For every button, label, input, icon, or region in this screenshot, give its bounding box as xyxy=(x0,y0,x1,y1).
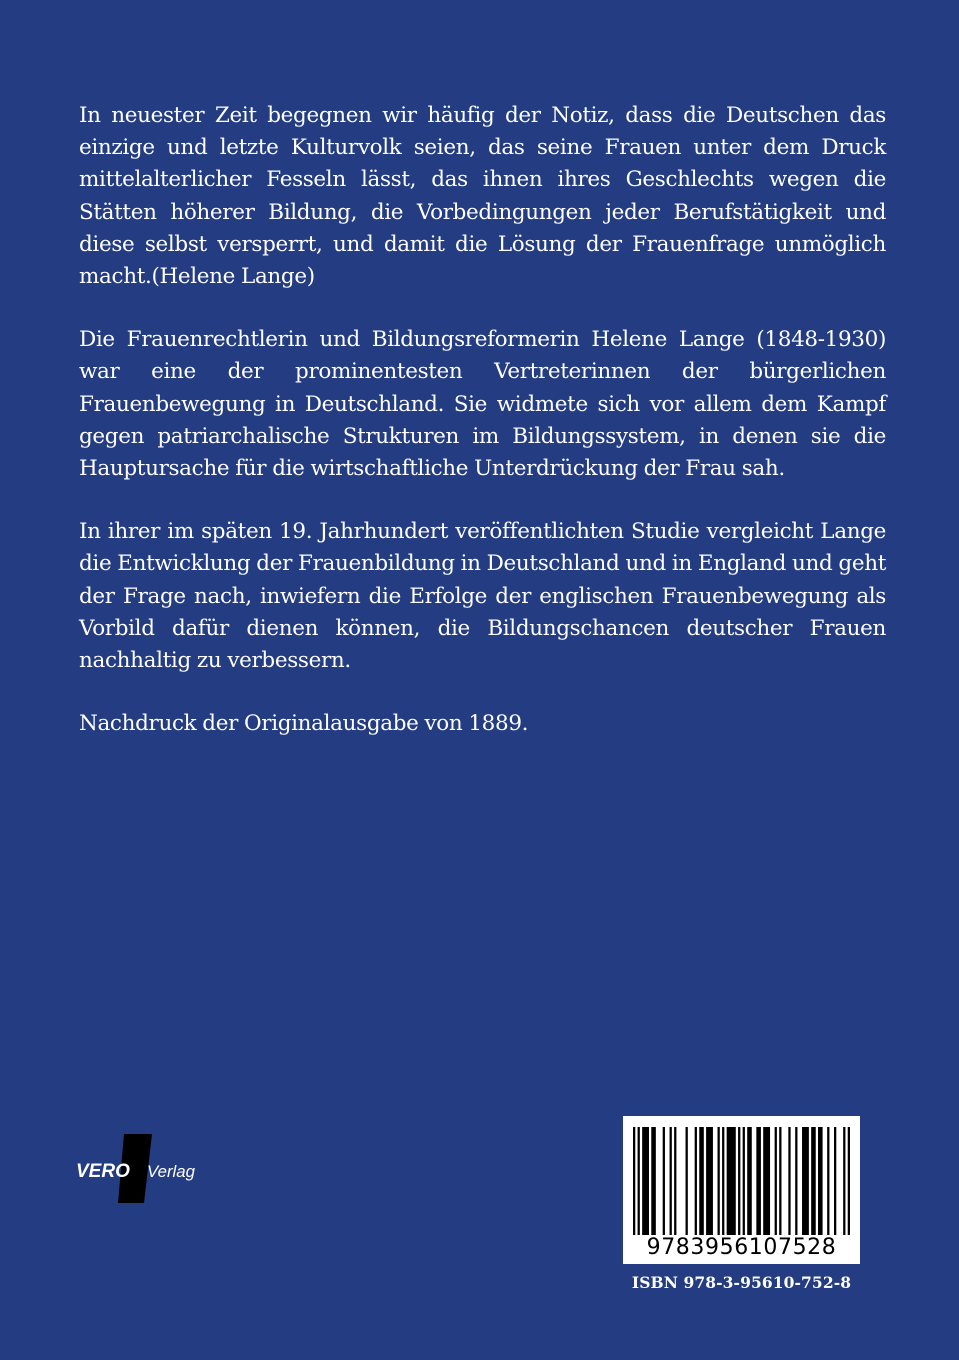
isbn-barcode xyxy=(623,1116,860,1264)
barcode-bar xyxy=(727,1127,736,1235)
study-description-paragraph: In ihrer im späten 19. Jahrhundert veröffentlichten Studie vergleicht Lange die Entwicklung der Frauenbildung in Deutschland und in England und geht der Frage nach, inwiefern die Erfolge der englischen Frauenbewegung als Vorbild dafür dienen können, die Bildungschancen deutscher Frauen nachhaltig zu verbessern. xyxy=(79,519,886,674)
logo-vero-text: VERO xyxy=(76,1161,130,1182)
barcode-bar xyxy=(811,1127,816,1235)
barcode-bar xyxy=(638,1127,640,1235)
barcode-bar xyxy=(699,1127,704,1235)
barcode-bar xyxy=(738,1127,740,1235)
barcode-bar xyxy=(651,1127,656,1235)
barcode-digits: 9783956107528 xyxy=(646,1235,837,1260)
isbn-label: ISBN 978-3-95610-752-8 xyxy=(631,1273,852,1292)
barcode-bar xyxy=(674,1127,676,1235)
reprint-note: Nachdruck der Originalausgabe von 1889. xyxy=(79,711,529,737)
helene-lange-quote: In neuester Zeit begegnen wir häufig der Notiz, dass die Deutschen das einzige und letzte Kulturvolk seien, das seine Frauen unter dem Druck mittelalterlicher Fesseln lässt, das ihnen ihres Geschlechts wegen die Stätten höherer Bildung, die Vorbedingungen jeder Berufstätigkeit und diese selbst versperrt, und damit die Lösung der Frauenfrage unmöglich macht.(Helene Lange) xyxy=(79,103,886,290)
barcode-bar xyxy=(686,1127,688,1235)
barcode-bar xyxy=(827,1127,829,1235)
logo-verlag-text: Verlag xyxy=(147,1162,196,1181)
barcode-bar xyxy=(763,1127,770,1235)
barcode-bar xyxy=(670,1127,672,1235)
barcode-bar xyxy=(756,1127,761,1235)
back-cover-blurb xyxy=(79,100,886,740)
barcode-bar xyxy=(747,1127,752,1235)
barcode-bar xyxy=(743,1127,745,1235)
barcode-bar xyxy=(663,1127,665,1235)
barcode-bar xyxy=(795,1127,797,1235)
barcode-bar xyxy=(775,1127,777,1235)
barcode-bar xyxy=(779,1127,781,1235)
barcode-bar xyxy=(718,1127,720,1235)
vero-verlag-logo xyxy=(74,1133,200,1205)
barcode-bar xyxy=(834,1127,836,1235)
barcode-bar xyxy=(802,1127,809,1235)
barcode-bar xyxy=(633,1127,635,1235)
barcode-bar xyxy=(722,1127,724,1235)
barcode-bar xyxy=(695,1127,697,1235)
barcode-bar xyxy=(706,1127,713,1235)
barcode-bar xyxy=(788,1127,790,1235)
barcode-bar xyxy=(642,1127,649,1235)
barcode-bar xyxy=(843,1127,845,1235)
barcode-bars xyxy=(633,1127,850,1235)
barcode-bar xyxy=(848,1127,850,1235)
barcode-bar xyxy=(818,1127,823,1235)
author-bio-paragraph: Die Frauenrechtlerin und Bildungsreformerin Helene Lange (1848-1930) war eine der prominentesten Vertreterinnen der bürgerlichen Frauenbewegung in Deutschland. Sie widmete sich vor allem dem Kampf gegen patriarchalische Strukturen im Bildungssystem, in denen sie die Hauptursache für die wirtschaftliche Unterdrückung der Frau sah. xyxy=(79,327,886,482)
